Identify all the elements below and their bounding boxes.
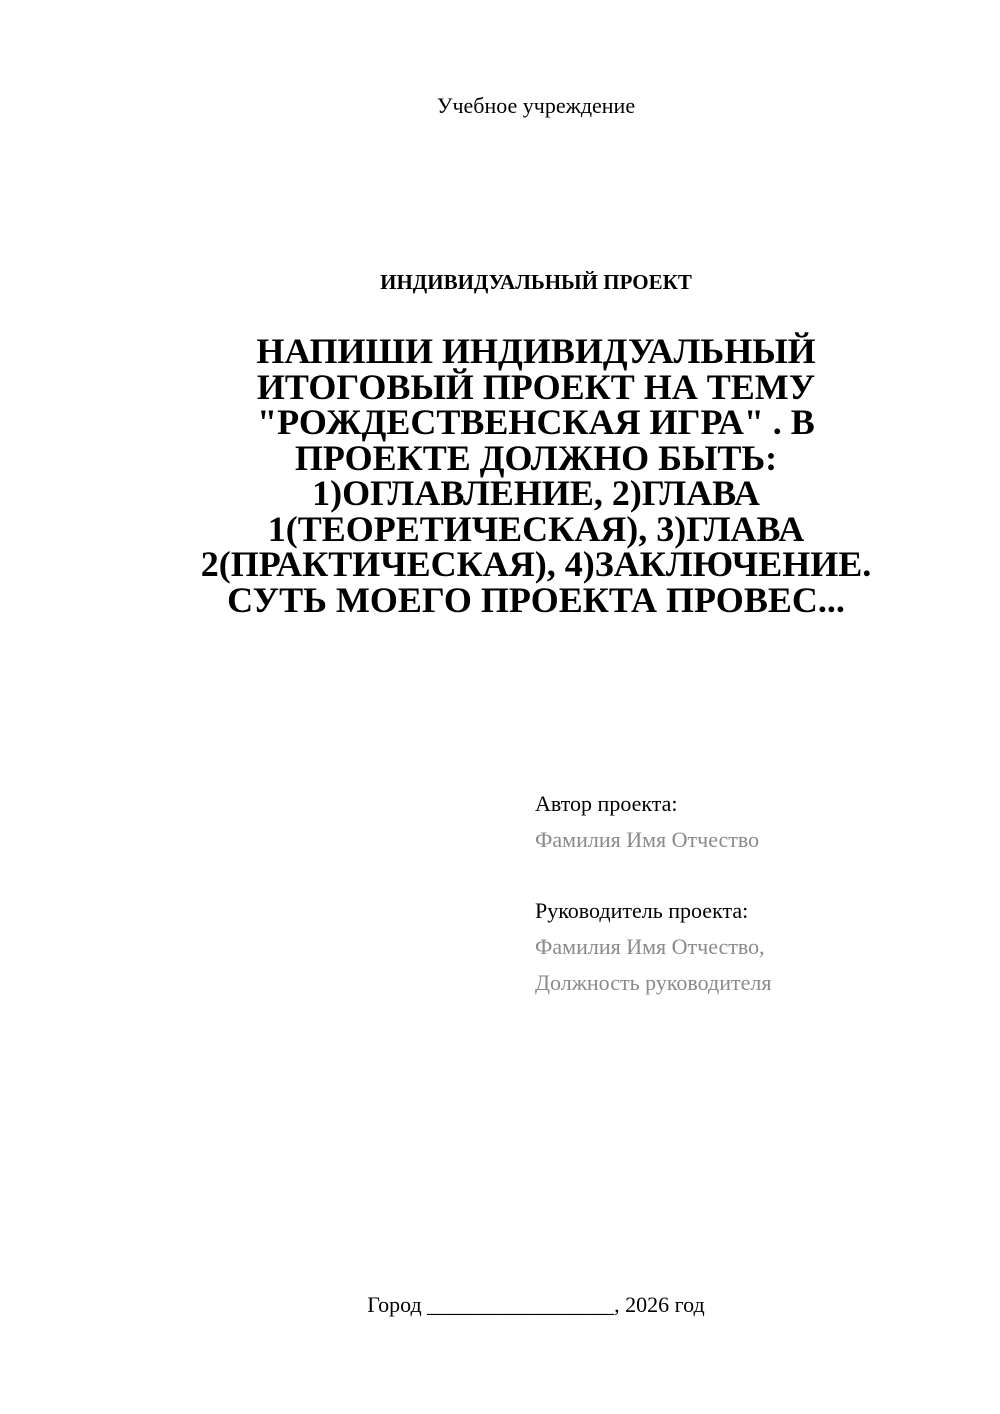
project-title-line: 1)ОГЛАВЛЕНИЕ, 2)ГЛАВА (312, 473, 760, 513)
supervisor-label: Руководитель проекта: (535, 898, 749, 923)
city-year-footer: Город _________________, 2026 год (367, 1292, 705, 1317)
project-title (150, 331, 922, 620)
author-block (535, 786, 975, 858)
project-title-line: 2(ПРАКТИЧЕСКАЯ), 4)ЗАКЛЮЧЕНИЕ. (200, 544, 872, 584)
project-title-line: ПРОЕКТЕ ДОЛЖНО БЫТЬ: (294, 437, 778, 478)
supervisor-position-placeholder: Должность руководителя (535, 970, 772, 995)
project-title-line: ИТОГОВЫЙ ПРОЕКТ НА ТЕМУ (256, 366, 816, 407)
project-title-line: СУТЬ МОЕГО ПРОЕКТА ПРОВЕС... (227, 579, 845, 620)
supervisor-name-placeholder: Фамилия Имя Отчество, (535, 934, 765, 959)
author-name-placeholder: Фамилия Имя Отчество (535, 827, 760, 852)
institution-name: Учебное учреждение (436, 93, 636, 118)
project-title-line: 1(ТЕОРЕТИЧЕСКАЯ), 3)ГЛАВА (267, 508, 805, 549)
author-label: Автор проекта: (535, 791, 678, 816)
project-title-line: "РОЖДЕСТВЕНСКАЯ ИГРА" . В (257, 402, 815, 442)
supervisor-block (535, 893, 975, 1001)
project-type-heading: ИНДИВИДУАЛЬНЫЙ ПРОЕКТ (380, 270, 692, 294)
project-title-line: НАПИШИ ИНДИВИДУАЛЬНЫЙ (256, 331, 816, 371)
